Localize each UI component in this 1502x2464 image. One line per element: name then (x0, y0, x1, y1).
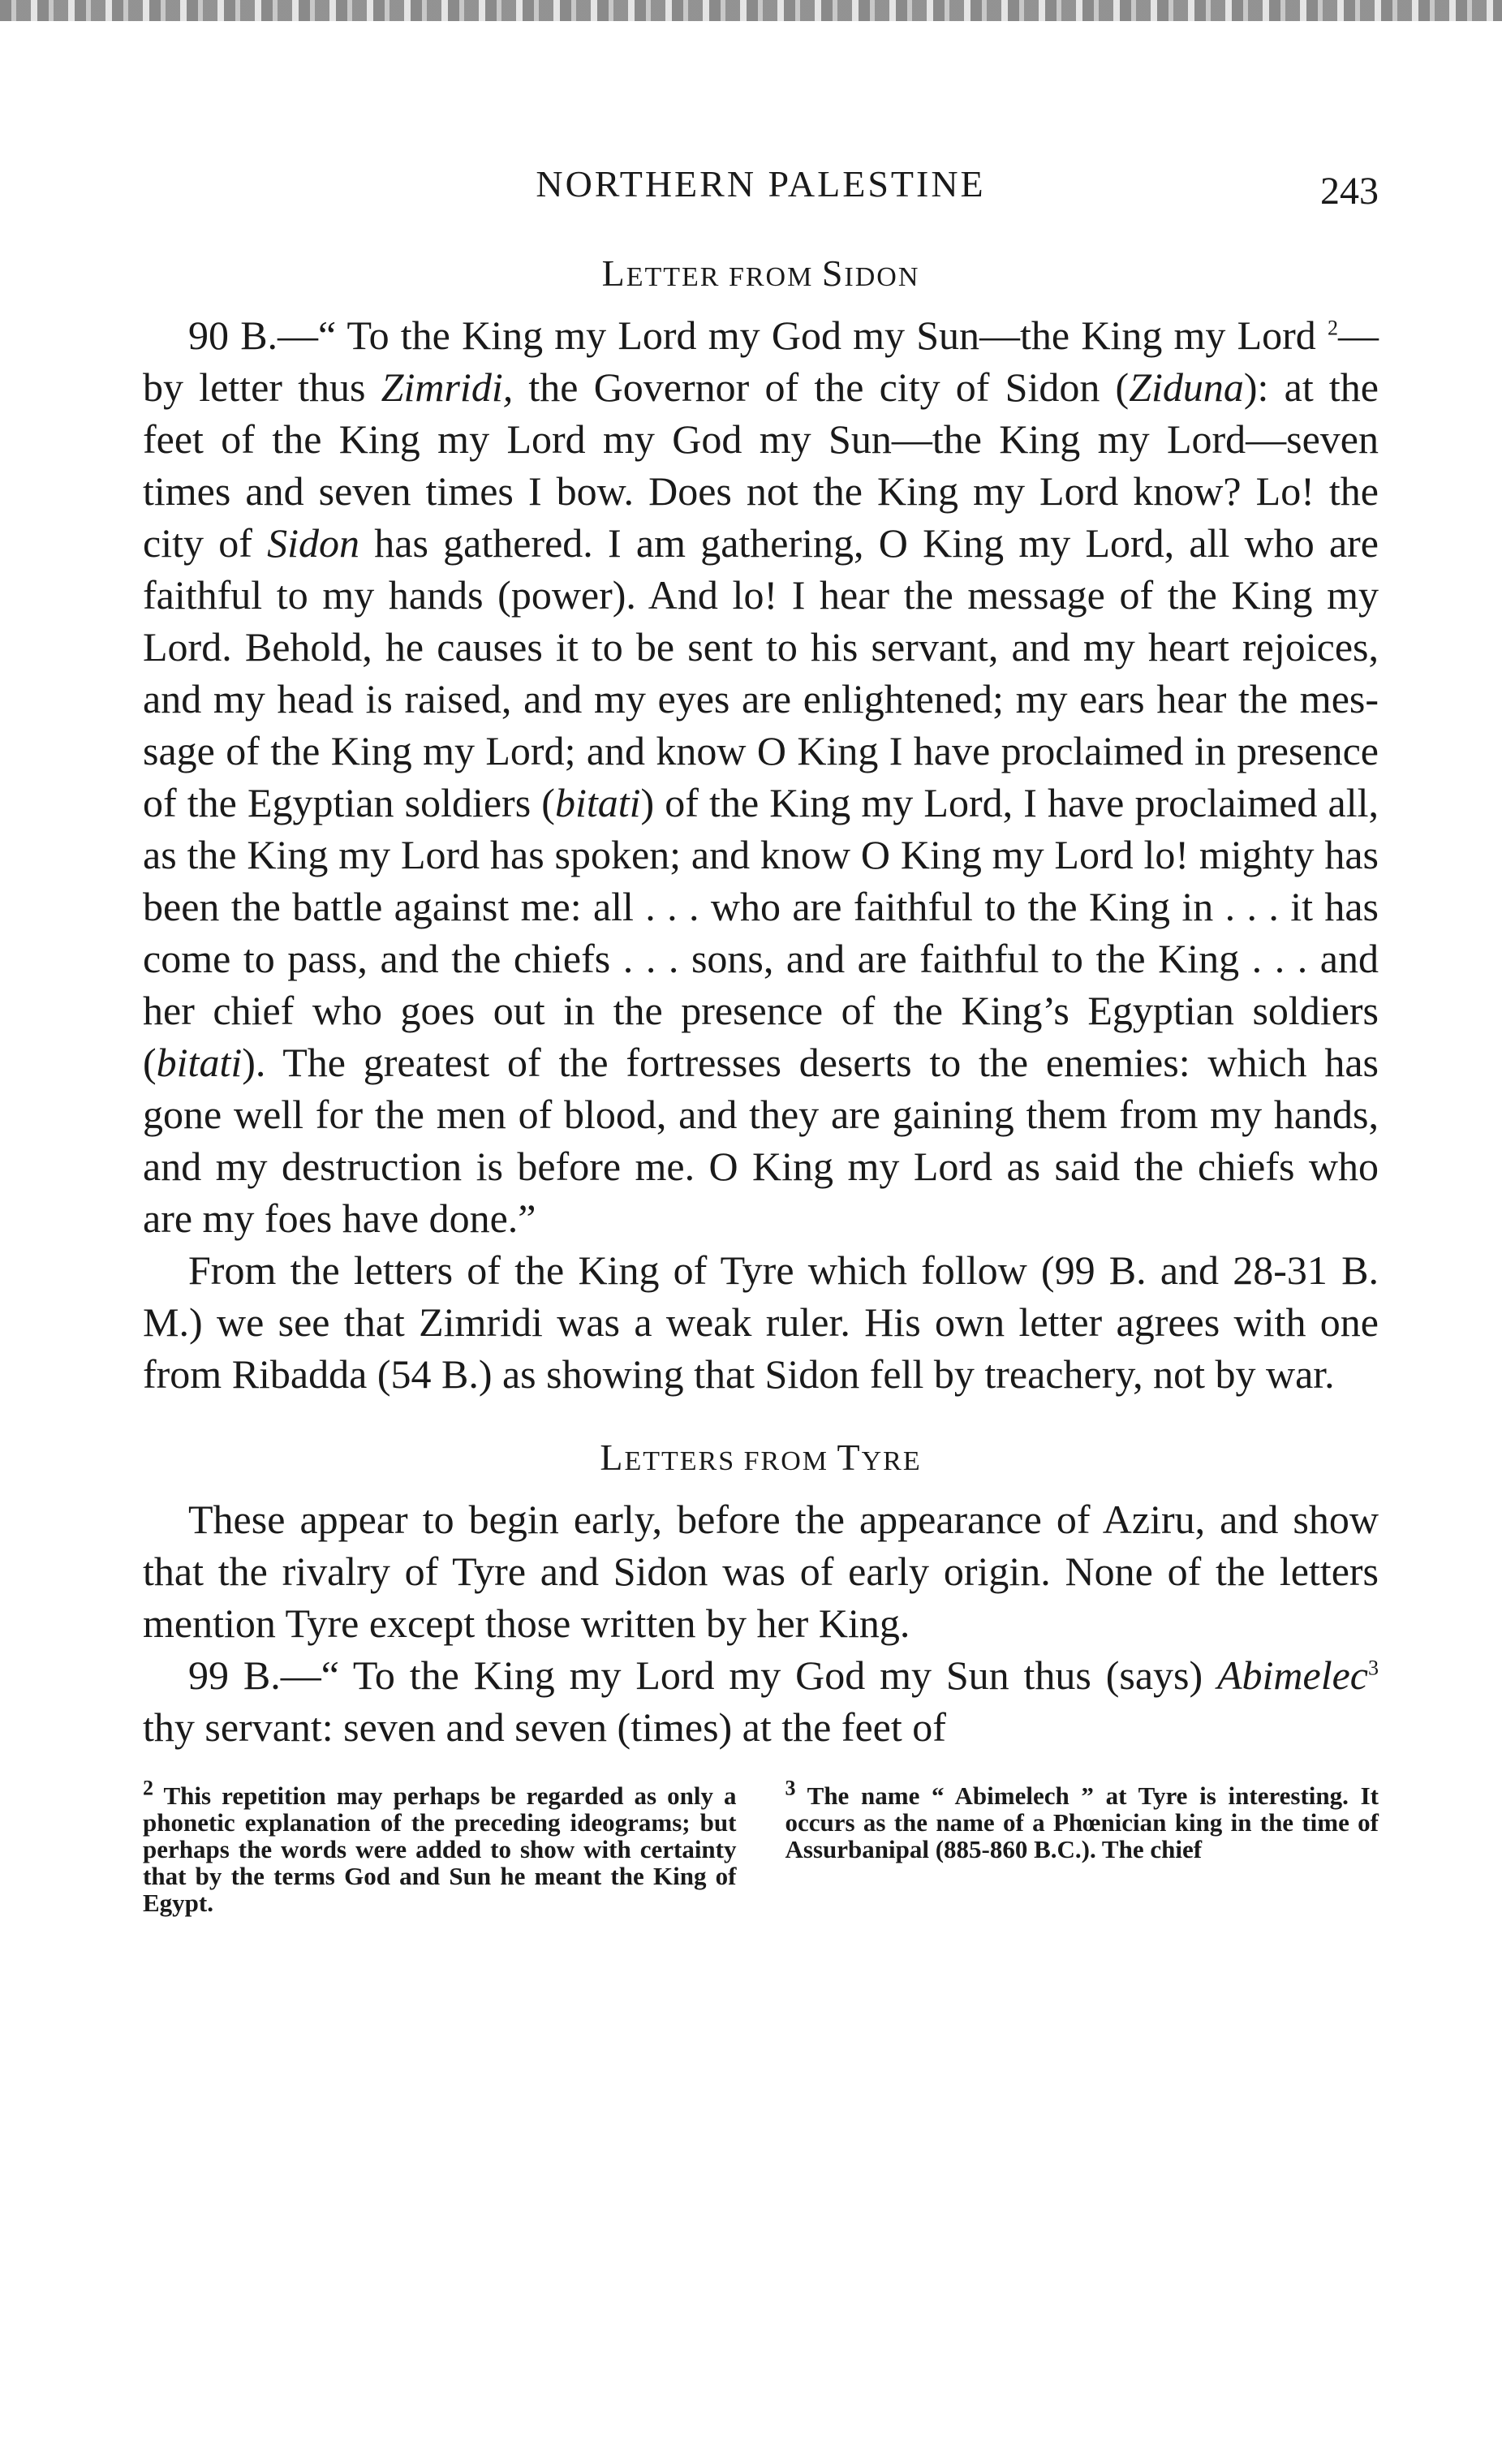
tyre-intro-paragraph: These appear to begin early, before the appearance of Aziru, and show that the rivalry of Tyre and Sidon was of early origin. None of the letters mention Tyre except those written by her King. (143, 1497, 1379, 1646)
letter-90b-paragraph (143, 309, 1379, 1244)
p1-text-6: ) of the King my Lord, I have proclaimed all, as the King my Lord has spoken; and know O King my Lord lo! mighty has been the battle against me: all . . . who are faithful to the King in . . . it has come to pass, and the chiefs . . . sons, and are faithful to the King . . . and her chief who goes out in the presence of the King’s Egyptian soldiers ( (143, 780, 1379, 1085)
p1-italic-ziduna: Ziduna (1129, 364, 1244, 410)
p1-text-5: has gathered. I am gathering, O King my Lord, all who are faithful to my hands (power). And lo! I hear the message of the King my Lord. Behold, he causes it to be sent to his servant, and my heart rejoices, and my head is raised, and my eyes are enlightened; my ears hear the message of the King my Lord; and know O King I have proclaimed in presence of the Egyptian soldiers ( (143, 520, 1379, 825)
section-title-tyre-rest2: YRE (861, 1446, 922, 1476)
page-number: 243 (1320, 170, 1379, 213)
p1-italic-sidon: Sidon (267, 520, 360, 566)
footnote-2-mark: 2 (143, 1776, 153, 1800)
section-title-sidon-cap1: L (601, 252, 626, 294)
p1-text-3: the Governor of the city of Sidon ( (513, 364, 1130, 410)
p4-text-1: 99 B.—“ To the King my Lord my God my Sun thus (says) (188, 1652, 1217, 1698)
section-title-sidon-cap2: S (821, 252, 845, 294)
section-title-sidon (143, 252, 1379, 295)
book-page (143, 154, 1379, 1916)
p1-text-4: ): at the feet of the King my Lord my God my Sun—the King my Lord—seven times and seven times I bow. Does not the King my Lord know? Lo! the city of (143, 364, 1379, 566)
section-title-tyre-rest1: ETTERS FROM (624, 1446, 837, 1476)
section-title-tyre-cap2: T (837, 1437, 862, 1478)
p1-text-7: ). The greatest of the fortresses deserts to the enemies: which has gone well for the men of blood, and they are gaining them from my hands, and my destruction is before me. O King my Lord as said the chiefs who are my foes have done.” (143, 1040, 1379, 1241)
letter-99b-paragraph (143, 1649, 1379, 1753)
p1-italic-bitati-1: bitati (554, 780, 641, 825)
section-title-tyre-cap1: L (600, 1437, 625, 1478)
p4-text-2: thy servant: seven and seven (times) at the feet of (143, 1704, 946, 1750)
running-title: NORTHERN PALESTINE (536, 163, 986, 205)
footnote-2-text: This repetition may perhaps be regarded as only a phonetic explanation of the preceding ideograms; but perhaps the words were added to show with certainty that by the terms God and Sun he meant the King of Egypt. (143, 1781, 737, 1917)
commentary-paragraph: From the letters of the King of Tyre which follow (99 B. and 28-31 B. M.) we see that Zimridi was a weak ruler. His own letter agrees with one from Ribadda (54 B.) as showing that Sidon fell by treachery, not by war. (143, 1247, 1379, 1397)
p4-italic-abimelec: Abimelec (1216, 1652, 1368, 1698)
footnotes (143, 1776, 1379, 1917)
section-title-sidon-rest2: IDON (844, 262, 920, 292)
p1-italic-bitati-2: bitati (156, 1040, 243, 1085)
section-title-sidon-rest1: ETTER FROM (626, 262, 822, 292)
footnote-3-text: The name “ Abimelech ” at Tyre is interesting. It occurs as the name of a Phœnician king in the time of Assurbanipal (885-860 B.C.). The chief (785, 1781, 1379, 1863)
p1-text-2: —by letter thus (143, 312, 1379, 410)
scan-top-edge (0, 0, 1502, 21)
running-head (143, 154, 1379, 227)
footnote-3 (785, 1776, 1379, 1916)
p1-text-1: 90 B.—“ To the King my Lord my God my Sun—the King my Lord (188, 312, 1328, 358)
footnote-2 (143, 1776, 737, 1917)
section-title-tyre (143, 1436, 1379, 1479)
footnote-3-mark: 3 (785, 1776, 796, 1800)
p1-italic-zimridi: Zimridi, (381, 364, 514, 410)
footnote-mark-3: 3 (1368, 1656, 1379, 1680)
footnote-mark-2: 2 (1328, 316, 1338, 340)
